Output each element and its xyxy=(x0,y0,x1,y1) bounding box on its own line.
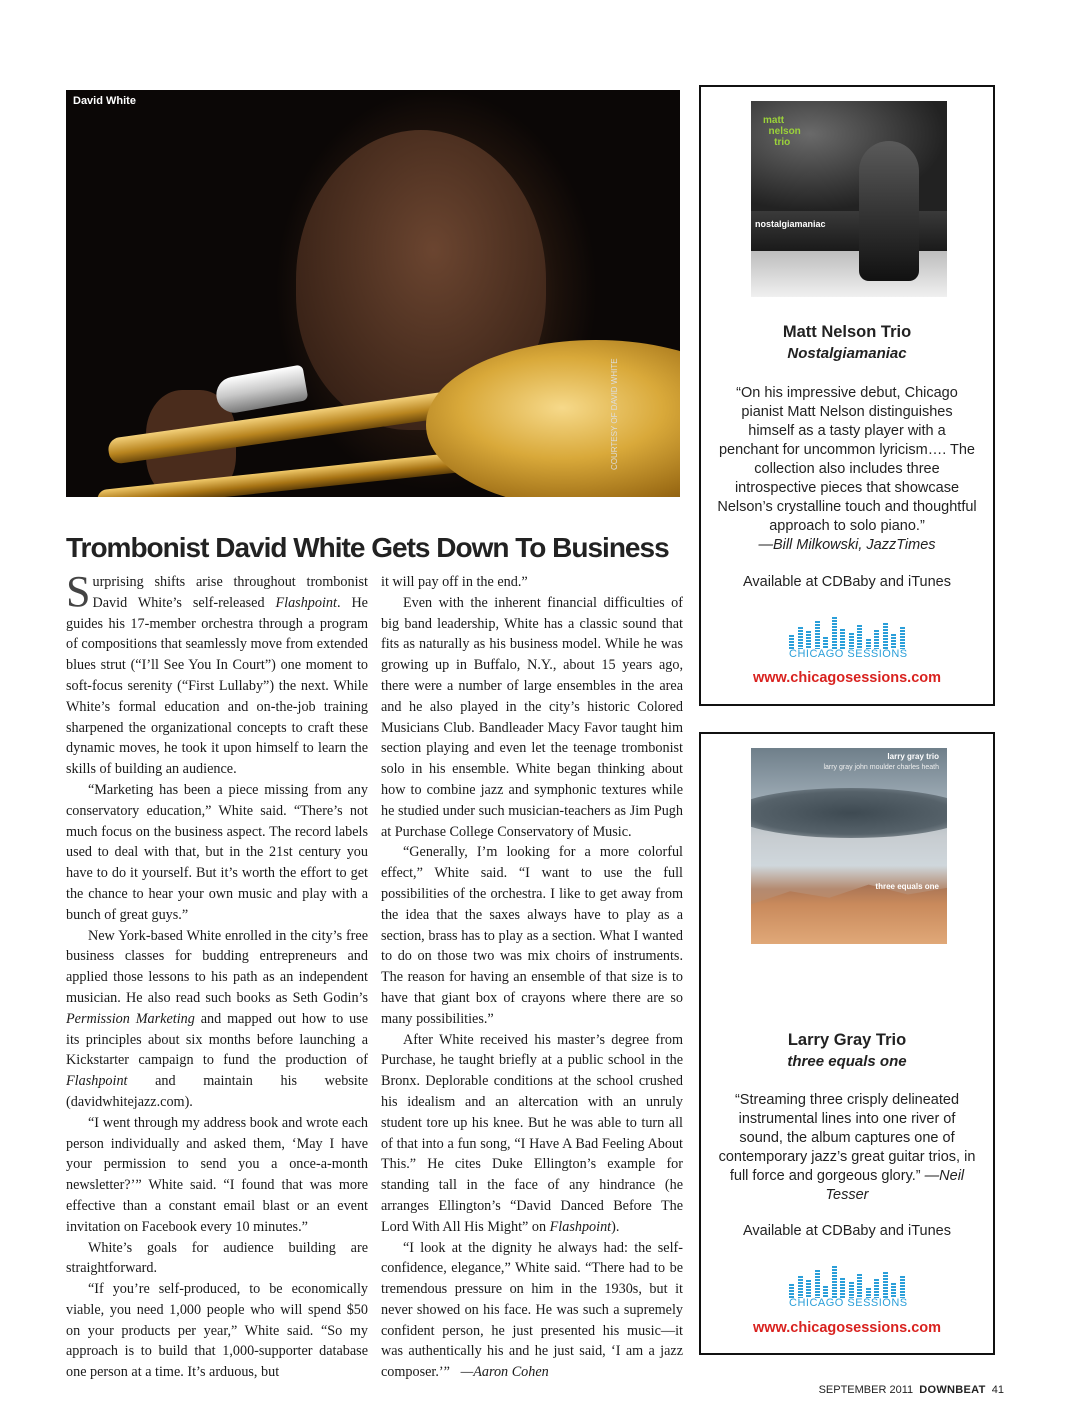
article-paragraph: Surprising shifts arise throughout trombonist David White’s self-released Flashpoint. He guides his 17-member orchestra through a program of compositions that seamlessly move from extended blues strut (“I’ll See You In Court”) one moment to soft-focus serenity (“First Lullaby”) the next. While White’s formal education and on-the-job training sharpened the organizational concepts to craft these dynamic moves, he took it upon himself to learn the skills of building an audience. xyxy=(66,567,368,778)
logo-text: CHICAGO SESSIONS xyxy=(789,1297,908,1309)
cover-album-name: nostalgiamaniac xyxy=(755,219,826,229)
chicago-sessions-logo xyxy=(789,1266,908,1310)
skyline-bars-icon xyxy=(789,1266,905,1298)
article-title: Trombonist David White Gets Down To Business xyxy=(66,532,669,563)
article-paragraph: “Generally, I’m looking for a more colorful effect,” White said. “I want to use the full possibilities of the orchestra. I like to get away from the idea that the saxes always have to play as a section, brass has to play as a section. What I wanted to do on those two was mix choirs of instruments. The reason for having an ensemble of that size is to have that giant box of crayons where there are so many possibilities.” xyxy=(381,844,683,1027)
trombone-mouthpiece xyxy=(214,364,309,415)
ad-larry-gray-trio xyxy=(699,732,995,1355)
article-column-2 xyxy=(381,572,683,1383)
photo-caption: David White xyxy=(73,95,136,107)
footer-date: SEPTEMBER 2011 xyxy=(818,1384,914,1396)
article-photo xyxy=(66,90,680,497)
logo-text: CHICAGO SESSIONS xyxy=(789,648,908,660)
ad-url-link[interactable]: www.chicagosessions.com xyxy=(752,1320,942,1336)
ad-artist-name: Larry Gray Trio xyxy=(787,1031,907,1049)
article-paragraph: it will pay off in the end.” xyxy=(381,574,528,590)
cover-band-name: matt nelson trio xyxy=(763,115,801,148)
ad-quote-attribution: —Bill Milkowski, JazzTimes xyxy=(758,537,936,553)
article-column-1 xyxy=(66,567,368,1383)
photo-credit: COURTESY OF DAVID WHITE xyxy=(610,358,620,470)
page-footer xyxy=(819,1384,1004,1396)
page-number: 41 xyxy=(991,1384,1004,1396)
ad-review-quote: “Streaming three crisply delineated instrumental lines into one river of sound, the album captures one of contemporary jazz’s great guitar trios, in full force and gorgeous glory.” —Neil Tesser xyxy=(718,1092,976,1203)
ad-availability: Available at CDBaby and iTunes xyxy=(743,1223,951,1239)
cover-album-name: three equals one xyxy=(875,882,939,891)
ad-url-link[interactable]: www.chicagosessions.com xyxy=(752,670,942,686)
footer-magazine: DOWNBEAT xyxy=(919,1384,986,1396)
ad-quote-attribution: —Neil Tesser xyxy=(825,1168,965,1203)
ad-matt-nelson-trio xyxy=(699,85,995,706)
article-paragraph: After White received his master’s degree from Purchase, he taught briefly at a public school in the Bronx. Deplorable conditions at the school crushed his idealism and an altercation with an unruly student tore up his knee. But he was able to turn all of that into a fun song, “I Have A Bad Feeling About This.” He cites Duke Ellington’s example for standing tall in the face of any hindrance (he arranges Ellington’s “David Danced Before The Lord With All His Might” on Flashpoint). xyxy=(381,1031,683,1235)
skyline-bars-icon xyxy=(789,617,905,649)
article-paragraph: “I went through my address book and wrote each person individually and asked them, ‘May I have your permission to send you a once-a-month newsletter?’” White said. “I found that was more effective than a constant email blast or an event invitation on Facebook every 10 minutes.” xyxy=(66,1114,368,1235)
article-paragraph: “If you’re self-produced, to be economically viable, you need 1,000 people who will spend $50 on your products per year,” White said. “So my approach is to build that 1,000-supporter database one person at a time. It’s arduous, but xyxy=(66,1281,368,1381)
drop-cap: S xyxy=(66,567,91,616)
ad-availability: Available at CDBaby and iTunes xyxy=(743,574,951,590)
byline: —Aaron Cohen xyxy=(460,1364,549,1381)
ad-album-title: Nostalgiamaniac xyxy=(787,345,907,362)
article-paragraph: White’s goals for audience building are straightforward. xyxy=(66,1239,368,1277)
album-cover-three-equals-one xyxy=(751,748,947,944)
ad-artist-name: Matt Nelson Trio xyxy=(782,323,912,341)
chicago-sessions-logo xyxy=(789,617,908,661)
article-paragraph: “I look at the dignity he always had: the self-confidence, elegance,” White said. “There had to be tremendous pressure on him in the 1930s, but it never showed on his face. He was such a supremely confident person, he just presented his music—it was authentically his and he just said, ‘I am a jazz composer.’” —Aaron Cohen xyxy=(381,1239,683,1381)
cover-band-name: larry gray trio xyxy=(887,752,939,761)
article-paragraph: “Marketing has been a piece missing from any conservatory education,” White said. “There’s not much focus on the business aspect. The record labels used to deal with that, but in the 21st century you have to do it yourself. But it’s worth the effort to get the chance to hear your own music and play with a bunch of great guys.” xyxy=(66,781,368,923)
ad-album-title: three equals one xyxy=(787,1053,907,1070)
album-cover-nostalgiamaniac xyxy=(751,101,947,297)
cover-member-names: larry gray john moulder charles heath xyxy=(823,764,939,771)
ad-review-quote: “On his impressive debut, Chicago pianist Matt Nelson distinguishes himself as a tasty player with a penchant for uncommon lyricism…. The collection also includes three introspective pieces that showcase Nelson’s crystalline touch and thoughtful approach to solo piano.” —Bill Milkowski, JazzTimes xyxy=(717,385,977,553)
article-paragraph: New York-based White enrolled in the city’s free business classes for budding entrepreneurs and applied those lessons to his path as an independent musician. He also read such books as Seth Godin’s Permission Marketing and mapped out how to use its principles about six months before launching a Kickstarter campaign to fund the production of Flashpoint and maintain his website (davidwhitejazz.com). xyxy=(66,927,368,1110)
article-paragraph: Even with the inherent financial difficulties of big band leadership, White has a classic sound that fits as naturally as his business model. While he was growing up in Buffalo, N.Y., about 15 years ago, there were a number of large ensembles in the area and he also played in the city’s historic Colored Musicians Club. Bandleader Macy Favor taught him section playing and even let the teenage trombonist solo in his ensemble. White began thinking about how to combine jazz and symphonic textures while he studied under such musician-teachers as Jim Pugh at Purchase College Conservatory of Music. xyxy=(381,594,683,840)
